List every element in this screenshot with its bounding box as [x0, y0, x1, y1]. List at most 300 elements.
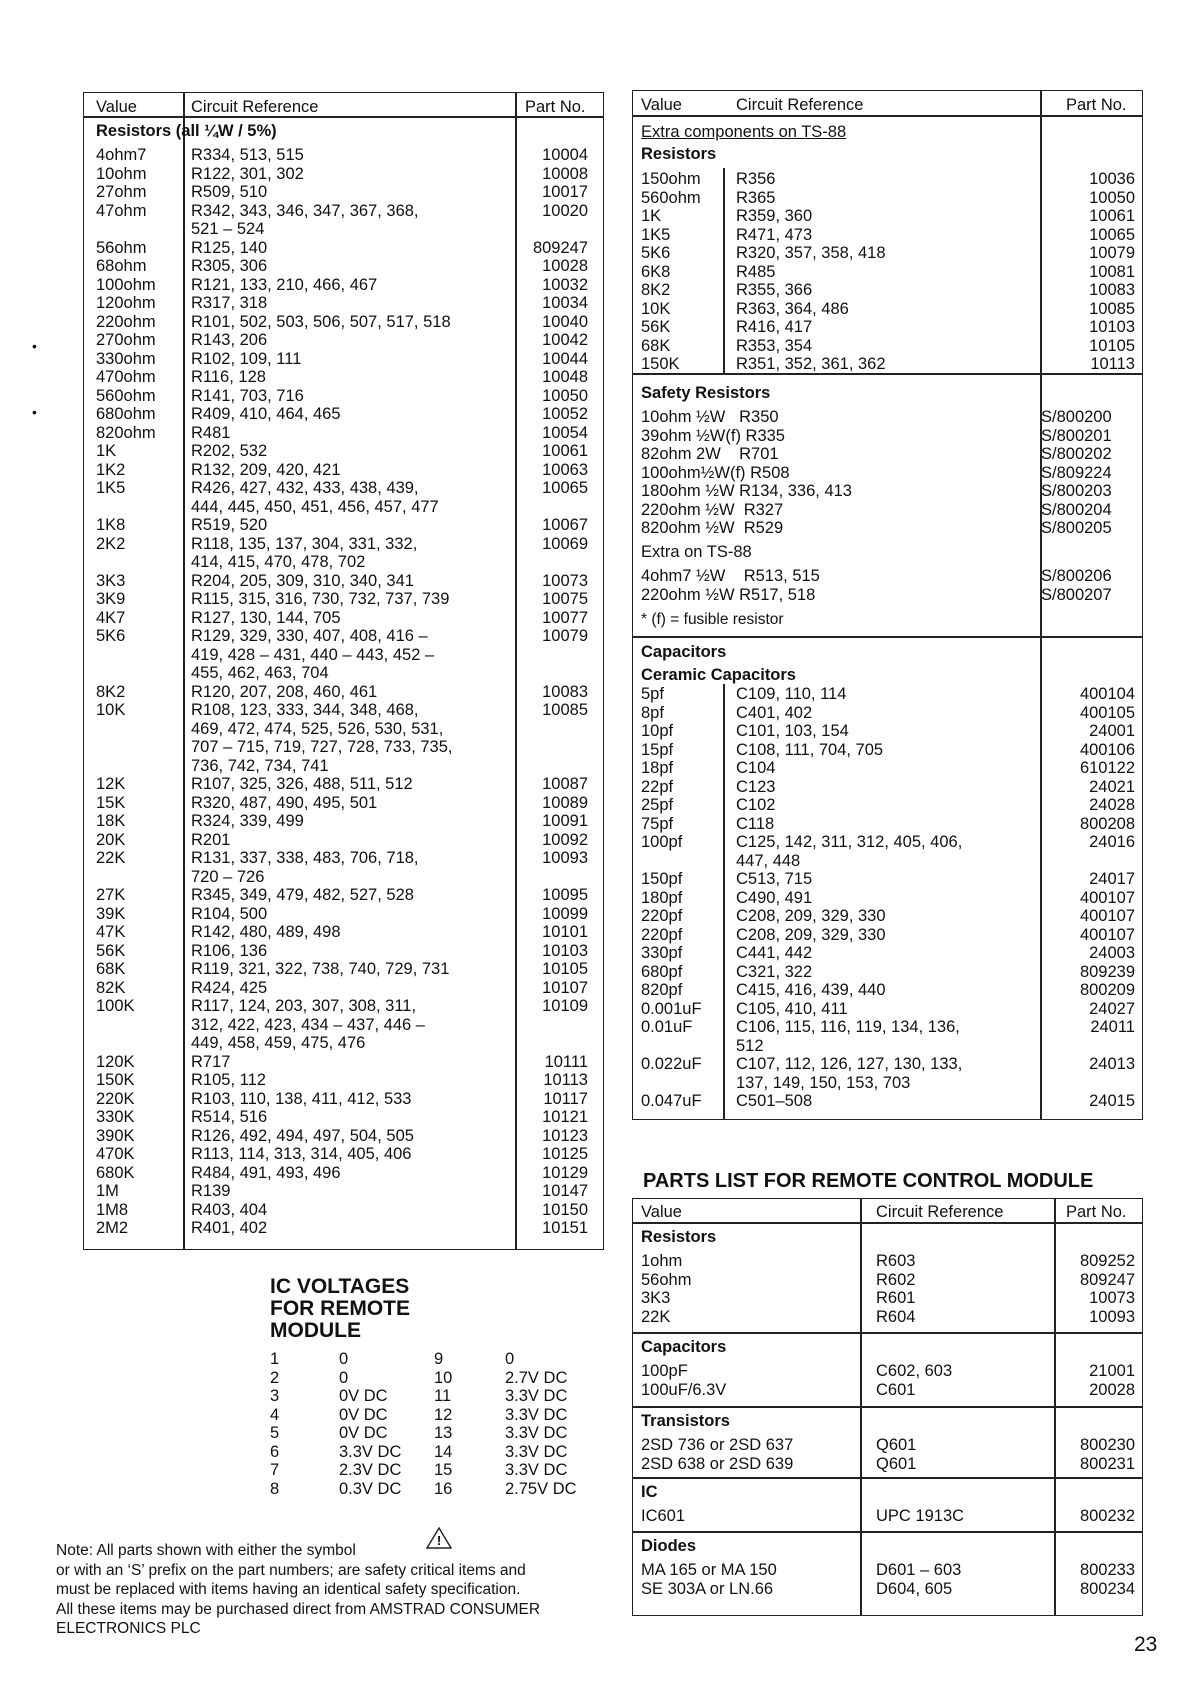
- table-row: [96, 479, 596, 516]
- table-row: [96, 683, 596, 702]
- remote-diode-rows: [641, 1561, 1135, 1598]
- row-value: 150K: [641, 355, 680, 373]
- row-ref-line: R141, 703, 716: [191, 386, 304, 405]
- ic-pin: 10: [434, 1368, 453, 1387]
- row-value: 15pf: [641, 740, 674, 759]
- row-ref: R485: [736, 262, 776, 281]
- row-part: 800234: [1079, 1579, 1135, 1598]
- row-refs: [191, 239, 513, 258]
- note-line: must be replaced with items having an identical safety specification.: [56, 1581, 521, 1598]
- table-row: [641, 355, 1135, 374]
- row-value: 18K: [96, 812, 126, 830]
- table-row: [96, 313, 596, 332]
- row-value: 330ohm: [96, 349, 156, 368]
- ic-pin: 3: [270, 1387, 280, 1405]
- row-refs: [191, 350, 513, 369]
- row-part: 10107: [542, 978, 588, 997]
- row-value: 470ohm: [96, 368, 156, 386]
- row-refs: [191, 479, 513, 516]
- right-table-header-rule: [632, 115, 1143, 117]
- row-part: 800232: [1079, 1507, 1135, 1525]
- row-refs: [736, 963, 1036, 982]
- remote-resistors-title: Resistors: [641, 1228, 717, 1246]
- table-row: [96, 609, 596, 628]
- row-refs: [191, 979, 513, 998]
- row-value: 68ohm: [96, 257, 147, 275]
- row-ref-line: R305, 306: [191, 257, 268, 275]
- row-refs: [736, 759, 1036, 778]
- row-value: 56K: [641, 318, 671, 336]
- row-refs: [191, 535, 513, 572]
- row-value: 180pf: [641, 888, 683, 907]
- row-ref: R353, 354: [736, 336, 813, 355]
- row-value: 0.047uF: [641, 1092, 702, 1110]
- table-row: [641, 1381, 1135, 1400]
- row-ref-line: R317, 318: [191, 294, 268, 312]
- table-row: [641, 907, 1135, 926]
- row-value: 27K: [96, 886, 126, 904]
- row-ref-line: C208, 209, 329, 330: [736, 907, 886, 925]
- row-ref-line: R102, 109, 111: [191, 349, 302, 368]
- row-value: 0.001uF: [641, 999, 702, 1018]
- row-ref-line: 512: [736, 1036, 764, 1055]
- table-row: [96, 775, 596, 794]
- row-part: 10079: [542, 627, 588, 645]
- row-ref: C601: [876, 1380, 916, 1399]
- row-refs: [191, 572, 513, 591]
- warning-triangle-icon: [426, 1527, 452, 1549]
- row-refs: [191, 775, 513, 794]
- row-part: 400106: [1079, 740, 1135, 759]
- remote-header-part: Part No.: [1066, 1203, 1127, 1221]
- safety-row: [641, 445, 1135, 464]
- table-row: [96, 701, 596, 775]
- row-ref-line: R120, 207, 208, 460, 461: [191, 682, 378, 701]
- table-row: [641, 1507, 1135, 1526]
- row-refs: [191, 331, 513, 350]
- row-ref-line: R117, 124, 203, 307, 308, 311,: [191, 997, 417, 1015]
- row-part: 10052: [542, 405, 588, 423]
- safety-part: S/800200: [1041, 408, 1112, 426]
- row-ref-line: R116, 128: [191, 368, 266, 386]
- ic-pin: 12: [434, 1405, 453, 1424]
- safety-row: [641, 519, 1135, 538]
- row-refs: [736, 833, 1036, 870]
- right-header-value: Value: [641, 96, 682, 114]
- remote-table-rule: [632, 1332, 1143, 1334]
- row-value: 1M8: [96, 1200, 129, 1219]
- row-value: 680K: [96, 1163, 135, 1182]
- table-row: [96, 461, 596, 480]
- row-ref-line: R481: [191, 423, 231, 442]
- row-ref-line: R119, 321, 322, 738, 740, 729, 731: [191, 960, 450, 978]
- row-part: 10109: [542, 997, 588, 1015]
- row-refs: [191, 461, 513, 480]
- table-row: [96, 202, 596, 239]
- row-value: 4ohm7: [96, 146, 147, 164]
- safety-desc: 10ohm ½W R350: [641, 408, 779, 426]
- row-refs: [736, 796, 1036, 815]
- row-value: IC601: [641, 1507, 686, 1525]
- row-ref: R365: [736, 188, 776, 207]
- table-row: [96, 1145, 596, 1164]
- ic-pin: 9: [434, 1350, 444, 1368]
- row-part: 809247: [532, 238, 588, 257]
- row-value: 5K6: [96, 627, 126, 645]
- row-part: 10034: [542, 294, 588, 312]
- row-value: 2M2: [96, 1219, 129, 1237]
- table-row: [96, 368, 596, 387]
- row-ref-line: R409, 410, 464, 465: [191, 405, 341, 423]
- ic-pin: 11: [434, 1387, 452, 1405]
- table-row: [96, 405, 596, 424]
- row-part: 24027: [1089, 999, 1135, 1018]
- extra-resistor-rows: [641, 170, 1135, 374]
- ic-pin: 7: [270, 1461, 280, 1479]
- row-part: 10095: [542, 886, 588, 904]
- table-row: [641, 1455, 1135, 1474]
- row-ref-line: R125, 140: [191, 238, 268, 257]
- row-value: 120ohm: [96, 294, 156, 312]
- table-row: [96, 442, 596, 461]
- row-part: 400107: [1079, 925, 1135, 944]
- ic-pin: 8: [270, 1479, 280, 1498]
- row-part: 10020: [542, 201, 588, 220]
- table-row: [641, 281, 1135, 300]
- remote-module-title: PARTS LIST FOR REMOTE CONTROL MODULE: [643, 1170, 1094, 1192]
- table-row: [96, 1053, 596, 1072]
- row-refs: [191, 257, 513, 276]
- row-part: 10111: [544, 1052, 588, 1071]
- row-refs: [191, 1053, 513, 1072]
- row-ref-line: R104, 500: [191, 904, 268, 923]
- row-ref-line: C123: [736, 777, 776, 796]
- row-ref-line: R132, 209, 420, 421: [191, 460, 341, 479]
- row-ref-line: C125, 142, 311, 312, 405, 406,: [736, 833, 963, 851]
- row-refs: [191, 794, 513, 813]
- table-row: [641, 1436, 1135, 1455]
- ic-pin: 1: [270, 1350, 280, 1368]
- table-row: [96, 331, 596, 350]
- safety-row: [641, 482, 1135, 501]
- row-ref-line: 455, 462, 463, 704: [191, 664, 329, 682]
- row-part: 10065: [1089, 225, 1135, 244]
- row-part: 610122: [1079, 759, 1135, 777]
- row-value: 1K: [96, 442, 117, 460]
- row-value: 1K2: [96, 460, 126, 479]
- row-part: 10050: [1089, 188, 1135, 207]
- row-part: 10069: [542, 534, 588, 553]
- row-ref-line: 707 – 715, 719, 727, 728, 733, 735,: [191, 738, 453, 756]
- ic-voltage: 0: [339, 1350, 349, 1368]
- row-value: 5K6: [641, 244, 671, 262]
- row-ref-line: 736, 742, 734, 741: [191, 756, 329, 775]
- row-ref-line: 414, 415, 470, 478, 702: [191, 553, 366, 571]
- remote-transistor-rows: [641, 1436, 1135, 1473]
- row-part: 10105: [1089, 336, 1135, 355]
- row-part: 10147: [542, 1182, 588, 1200]
- row-ref-line: C208, 209, 329, 330: [736, 925, 886, 944]
- row-ref-line: R426, 427, 432, 433, 438, 439,: [191, 479, 419, 497]
- right-header-part: Part No.: [1066, 96, 1127, 114]
- row-refs: [191, 905, 513, 924]
- row-value: 330pf: [641, 944, 683, 962]
- safety-part: S/800204: [1041, 500, 1112, 519]
- table-row: [96, 1201, 596, 1220]
- row-part: 10008: [542, 164, 588, 183]
- table-row: [641, 1362, 1135, 1381]
- table-row: [96, 1182, 596, 1201]
- row-value: 6K8: [641, 262, 671, 281]
- row-refs: [191, 1201, 513, 1220]
- table-row: [641, 1252, 1135, 1271]
- row-part: 800231: [1079, 1454, 1135, 1473]
- row-value: 1ohm: [641, 1252, 683, 1270]
- row-ref: R355, 366: [736, 281, 813, 299]
- table-row: [641, 685, 1135, 704]
- row-value: 10ohm: [96, 164, 147, 183]
- table-row: [96, 1219, 596, 1238]
- row-ref-line: R103, 110, 138, 411, 412, 533: [191, 1089, 412, 1108]
- row-value: 4K7: [96, 608, 126, 627]
- row-ref-line: R115, 315, 316, 730, 732, 737, 739: [191, 590, 450, 608]
- row-value: 150K: [96, 1071, 135, 1089]
- row-ref-line: R106, 136: [191, 941, 268, 960]
- remote-capacitors-title: Capacitors: [641, 1338, 727, 1356]
- row-ref: R320, 357, 358, 418: [736, 244, 886, 262]
- table-row: [641, 926, 1135, 945]
- svg-text:!: !: [436, 1533, 442, 1548]
- page-number: 23: [1134, 1633, 1158, 1656]
- row-refs: [736, 1018, 1036, 1055]
- row-part: 10077: [542, 608, 588, 627]
- row-ref-line: R345, 349, 479, 482, 527, 528: [191, 886, 414, 904]
- row-ref-line: R424, 425: [191, 978, 268, 997]
- row-value: 100ohm: [96, 275, 156, 294]
- ic-pin: 6: [270, 1442, 280, 1461]
- row-value: 2SD 638 or 2SD 639: [641, 1454, 794, 1473]
- table-row: [641, 207, 1135, 226]
- ic-pin: 5: [270, 1424, 280, 1442]
- row-refs: [736, 685, 1036, 704]
- remote-diodes-title: Diodes: [641, 1537, 697, 1555]
- row-part: 400105: [1079, 703, 1135, 722]
- row-ref-line: R519, 520: [191, 516, 268, 534]
- row-value: MA 165 or MA 150: [641, 1561, 777, 1579]
- safety-desc: 220ohm ½W R517, 518: [641, 585, 816, 604]
- row-value: 100pf: [641, 833, 683, 851]
- ic-voltage: 3.3V DC: [339, 1442, 402, 1461]
- remote-resistor-rows: [641, 1252, 1135, 1326]
- row-ref: R604: [876, 1307, 916, 1326]
- ic-voltage: 0V DC: [339, 1405, 388, 1424]
- row-value: 25pf: [641, 796, 674, 814]
- row-part: 10067: [542, 516, 588, 534]
- row-part: 24011: [1090, 1018, 1135, 1036]
- row-refs: [191, 849, 513, 886]
- table-row: [641, 1018, 1135, 1055]
- row-value: 2K2: [96, 534, 126, 553]
- row-value: 56ohm: [641, 1270, 692, 1289]
- table-row: [641, 189, 1135, 208]
- left-header-ref: Circuit Reference: [191, 98, 319, 116]
- row-part: 20028: [1089, 1380, 1135, 1399]
- remote-header-value: Value: [641, 1203, 682, 1221]
- left-header-value: Value: [96, 98, 137, 116]
- table-row: [96, 942, 596, 961]
- row-refs: [191, 1071, 513, 1090]
- table-row: [641, 1308, 1135, 1327]
- row-part: 10085: [1089, 299, 1135, 318]
- table-row: [96, 516, 596, 535]
- row-ref-line: 720 – 726: [191, 867, 265, 886]
- row-ref-line: 137, 149, 150, 153, 703: [736, 1073, 911, 1092]
- row-value: 390K: [96, 1126, 135, 1145]
- table-row: [641, 870, 1135, 889]
- row-part: 10121: [542, 1108, 588, 1126]
- row-value: 150ohm: [641, 170, 701, 188]
- ic-voltage-row: [270, 1461, 600, 1480]
- table-row: [96, 886, 596, 905]
- row-refs: [191, 590, 513, 609]
- row-value: 8K2: [641, 281, 671, 299]
- row-ref-line: C109, 110, 114: [736, 685, 847, 703]
- row-value: 680ohm: [96, 405, 156, 423]
- safety-part: S/809224: [1041, 463, 1112, 482]
- row-value: 10K: [96, 701, 126, 719]
- row-ref: R359, 360: [736, 207, 813, 225]
- table-row: [641, 1000, 1135, 1019]
- safety-extra-rows: [641, 567, 1135, 604]
- row-part: 10125: [542, 1145, 588, 1163]
- margin-mark: •: [32, 404, 37, 420]
- row-value: 12K: [96, 775, 126, 793]
- table-row: [96, 960, 596, 979]
- safety-desc: 39ohm ½W(f) R335: [641, 426, 785, 445]
- row-part: 21001: [1089, 1362, 1135, 1380]
- row-refs: [191, 405, 513, 424]
- right-resistors-title: Resistors: [641, 145, 717, 163]
- safety-resistors-title: Safety Resistors: [641, 384, 771, 402]
- table-row: [641, 226, 1135, 245]
- row-part: 10123: [542, 1126, 588, 1145]
- capacitors-title: Capacitors: [641, 643, 727, 661]
- row-ref-line: R107, 325, 326, 488, 511, 512: [191, 775, 413, 793]
- row-refs: [191, 1108, 513, 1127]
- row-ref-line: R113, 114, 313, 314, 405, 406: [191, 1145, 412, 1163]
- row-ref: R363, 364, 486: [736, 299, 849, 318]
- safety-resistor-rows: [641, 408, 1135, 538]
- row-part: 10044: [542, 349, 588, 368]
- row-refs: [191, 424, 513, 443]
- ic-voltage: 0V DC: [339, 1424, 388, 1442]
- ic-voltage: 3.3V DC: [505, 1461, 568, 1479]
- row-ref-line: C321, 322: [736, 962, 813, 981]
- row-ref-line: R484, 491, 493, 496: [191, 1163, 341, 1182]
- row-value: SE 303A or LN.66: [641, 1579, 774, 1598]
- table-row: [96, 1127, 596, 1146]
- row-ref-line: R121, 133, 210, 466, 467: [191, 275, 378, 294]
- row-part: 24015: [1089, 1092, 1135, 1110]
- row-refs: [736, 815, 1036, 834]
- row-part: 10017: [542, 183, 588, 201]
- safety-note: [56, 1533, 636, 1639]
- row-refs: [191, 202, 513, 239]
- row-value: 0.022uF: [641, 1055, 702, 1073]
- safety-row: [641, 501, 1135, 520]
- table-row: [96, 350, 596, 369]
- safety-row: [641, 408, 1135, 427]
- ic-voltage-row: [270, 1350, 600, 1369]
- row-refs: [736, 1092, 1036, 1111]
- row-refs: [191, 683, 513, 702]
- right-header-ref: Circuit Reference: [736, 96, 864, 114]
- ic-voltage: 0: [339, 1368, 349, 1387]
- ic-voltage: 0V DC: [339, 1387, 388, 1405]
- row-refs: [191, 276, 513, 295]
- ic-pin: 4: [270, 1405, 280, 1424]
- row-part: 10103: [542, 941, 588, 960]
- row-part: 10101: [542, 923, 588, 941]
- ic-voltage-row: [270, 1406, 600, 1425]
- row-part: 24013: [1089, 1055, 1135, 1073]
- remote-table-rule: [632, 1406, 1143, 1408]
- row-ref-line: C415, 416, 439, 440: [736, 981, 886, 999]
- row-ref-line: R131, 337, 338, 483, 706, 718,: [191, 849, 419, 867]
- row-ref: D604, 605: [876, 1579, 953, 1598]
- ic-voltage: 2.7V DC: [505, 1368, 568, 1387]
- row-refs: [736, 778, 1036, 797]
- row-ref-line: R717: [191, 1052, 231, 1071]
- row-value: 680pf: [641, 962, 683, 981]
- row-refs: [736, 981, 1036, 1000]
- table-row: [641, 704, 1135, 723]
- note-line: or with an ‘S’ prefix on the part numbers; are safety critical items and: [56, 1561, 526, 1579]
- row-part: 10091: [542, 812, 588, 830]
- row-refs: [191, 1127, 513, 1146]
- table-row: [641, 833, 1135, 870]
- table-row: [96, 979, 596, 998]
- ic-voltage-row: [270, 1424, 600, 1443]
- row-refs: [191, 387, 513, 406]
- table-row: [96, 535, 596, 572]
- table-row: [641, 981, 1135, 1000]
- row-value: 3K3: [641, 1289, 671, 1307]
- safety-row: [641, 567, 1135, 586]
- row-ref-line: R509, 510: [191, 183, 268, 201]
- note-line: ELECTRONICS PLC: [56, 1620, 201, 1637]
- row-part: 809239: [1079, 962, 1135, 981]
- row-ref-line: R324, 339, 499: [191, 812, 304, 830]
- row-part: 24021: [1089, 777, 1135, 796]
- row-value: 220pf: [641, 907, 683, 925]
- row-ref-line: C513, 715: [736, 870, 813, 888]
- row-part: 800233: [1079, 1561, 1135, 1579]
- row-refs: [191, 960, 513, 979]
- row-ref-line: C401, 402: [736, 703, 813, 722]
- table-row: [641, 722, 1135, 741]
- row-ref-line: 521 – 524: [191, 220, 265, 238]
- remote-transistors-title: Transistors: [641, 1412, 730, 1430]
- row-part: 10073: [542, 571, 588, 590]
- ic-pin: 2: [270, 1368, 280, 1387]
- row-part: 24016: [1089, 833, 1135, 851]
- row-part: 10050: [542, 386, 588, 405]
- row-part: 24003: [1089, 944, 1135, 962]
- row-part: 809247: [1079, 1270, 1135, 1289]
- row-part: 10089: [542, 793, 588, 812]
- ic-voltage-row: [270, 1480, 600, 1499]
